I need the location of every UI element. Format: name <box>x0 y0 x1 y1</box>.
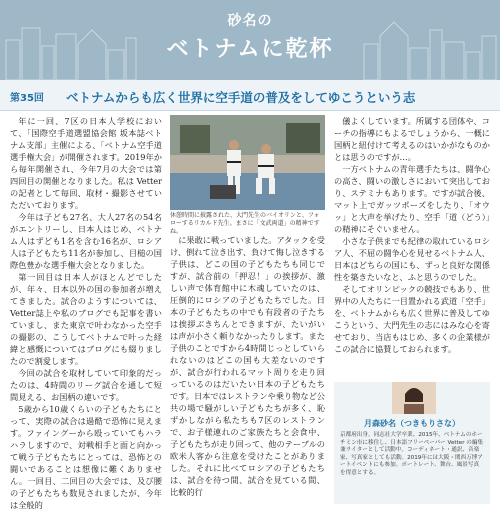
column-series-label: 砂名の <box>227 13 273 29</box>
issue-number: 第35回 <box>10 93 44 104</box>
article-headline: ベトナムからも広く世界に空手道の普及をしてゆこうという志 <box>66 90 416 105</box>
author-name: 月森砂名（つきもりさな） <box>364 419 460 428</box>
paragraph: 儀よくしています。所属する団体や、コーチの指導にもよるでしょうから、一概に国柄と紐付けて考えるのはいかがなものかとは思うのですが…。 <box>334 116 490 162</box>
paragraph: そしてオリンピックの競技でもあり、世界中の人たちに一目置かれる武道「空手」を、ベトナムからも広く世界に普及してゆこうという、大門先生の志にはみな心を寄せており、当店もはじめ、多くの企業様がこの試合に協賛しておられます。 <box>334 284 490 354</box>
paragraph: 年に一回、7区の日本人学校において、「国際空手道選盟協会館 坂本誌ベトナム支部」主催による、「ベトナム空手道選手権大会」が開催されます。2019年から毎年開催され、今年7月の大会では第四回目の開催となりました。私は Vetterの記者として毎回、取材・撮影させていただいております。 <box>10 116 162 210</box>
paragraph: 今回の試合を取材していて印象的だったのは、4時間のリーグ試合を通して短間見える、お国柄の違いです。 <box>10 368 162 402</box>
article-headline-bar <box>0 80 500 111</box>
paragraph: 今年は子ども27名、大人27名の54名がエントリーし、日本人はじめ、ベトナム人はずども1名を含む16名が、ロシア人は子どもたち11名が参加し、目槌の国際色豊かな選手権大会となりました。 <box>10 212 162 270</box>
author-bio: 京都府出身。同志社大学卒業。2015年、ベトナムのホーチミン市に移住し、日本語フリーペーパー Vetter の編集兼ライターとして活動中。コーディネート・通訳、音楽家、写真家としても活動。2019年には大阪・関西万博アートイベントにも参加。ポートレート、舞台、風景写真を得意とする。 <box>340 432 484 476</box>
author-portrait-image <box>392 382 436 414</box>
event-photo <box>170 115 325 210</box>
body-column-1 <box>10 115 162 510</box>
paragraph: に果敢に戦っていました。アタックを受け、倒れて泣き出す、負けて悔し泣きする子供は、どこの国の子どもたちも同じですが、試合前の「押忍！」の挨拶が、激しい声で体育館中に木魂していたのは、圧倒的にロシアの子どもたちでした。日本の子どもたちの中でも有段者の子たちは挨拶ぶきちんとできますが、たいがいは声が小さく頼りなかったりします。また子供のことですから4時間じっとしていられないのはどこの国も大差ないのですが、試合が行われるマット周りを走り回っているのはだいたい日本の子どもたちです。日本ではレストランや乗り物など公共の場で騒がしい子どもたちが多く、恥ずかしながら私たちも7区のレストランで、お子様連れのご家族たちと会食中、子どもたちが走り回って、他のテーブルの欧米人客から注意を受けたことがありました。それに比べてロシアの子どもたちは、試合を待つ間、試合を見ている間、比較的行 <box>170 235 325 497</box>
paragraph: 小さな子供までも紀律の取れているロシア人、不屈の闘争心を見せるベトナム人、日本はどちらの国にも、ずっと良好な関係性を築きたいなと、ふと思うのでした。 <box>334 236 490 282</box>
violin-performance-photo <box>170 115 325 210</box>
body-column-3 <box>334 115 490 375</box>
photo-caption: 休憩時間に披露された、大門先生のバイオリンと、フォローするリカルド先生。まさに「文武両道」の精神ですね。 <box>170 212 320 235</box>
paragraph: 5歳から10歳くらいの子どもたちにとって、実際の試合は過酷で恐怖に見えます。ファイングーから殴っていてもハラハラしますので、対戦相手と面と向かって戦う子どもたちにとっては、恐怖との闘いであることは想像に難くありません。一回目、二回目の大会では、及び腰の子どもたちも数見されましたが、今年は全般的 <box>10 404 162 510</box>
paragraph: 一方ベトナムの青年選手たちは、闘争心の高さ、闘いの激しさにおいて突出しており、ステミナもあります。ですが試合後、マット上でガッツポーズをしたり、「オウッ」と大声を挙げたり、空手「道（どう）」の精神にそぐいません。 <box>334 164 490 234</box>
paragraph: 第一回目は日本人がほとんどでしたが、年々、日本以外の国の参加者が増えてきました。試合のようすについては、Vetter誌上や私のブログでも記事を書いていまし、また東京で叶わなかった空手の撮影の、こうしてベトナムで叶った経緯と感慨についてはブログにも綴りましたので割愛します。 <box>10 272 162 366</box>
column-header <box>0 0 500 80</box>
column-title: ベトナムに乾杯 <box>166 37 334 62</box>
author-profile-box <box>334 382 490 504</box>
body-column-2 <box>170 234 325 504</box>
author-portrait <box>392 382 436 414</box>
